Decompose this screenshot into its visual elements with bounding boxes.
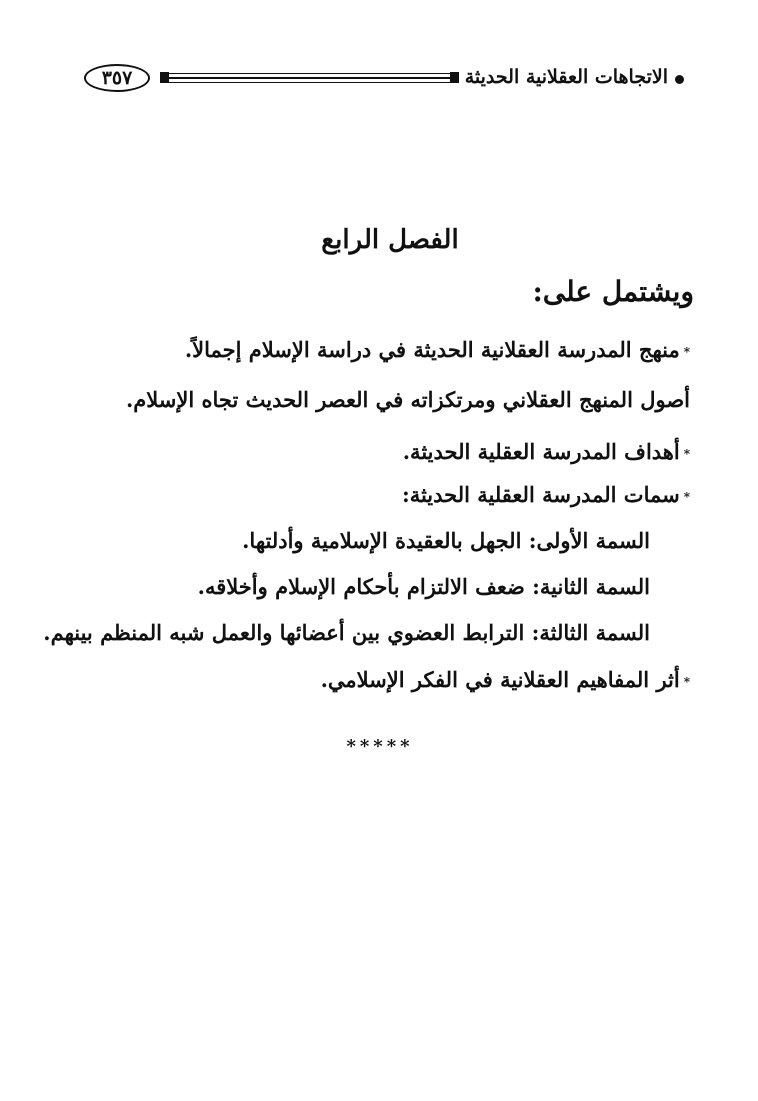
rule-cap-left [160,72,169,83]
header-rule-middle [169,77,450,79]
chapter-intro: ويشتمل على: [532,275,694,308]
star-marker: * [683,674,690,689]
chapter-title: الفصل الرابع [321,225,459,255]
list-item [403,435,690,471]
page-number: ٣٥٧ [84,64,150,92]
running-header [84,62,684,98]
bullet-dot-icon [675,75,684,84]
list-item-text: أهداف المدرسة العقلية الحديثة. [402,439,680,464]
section-separator: ***** [346,736,414,757]
list-item-text: سمات المدرسة العقلية الحديثة: [401,482,680,507]
star-marker: * [683,489,690,504]
star-marker: * [683,344,690,359]
list-item [402,478,690,514]
list-item-text: أثر المفاهيم العقلانية في الفكر الإسلامي. [320,667,680,692]
rule-cap-right [450,72,459,83]
list-item [242,524,650,558]
list-item-text: السمة الأولى: الجهل بالعقيدة الإسلامية وأدلتها. [242,528,650,553]
list-item [185,333,690,369]
header-rule-top [169,73,450,74]
list-item-text: منهج المدرسة العقلانية الحديثة في دراسة الإسلام إجمالاً. [184,337,680,362]
running-title: الاتجاهات العقلانية الحديثة [464,66,668,88]
list-item-text: أصول المنهج العقلاني ومرتكزاته في العصر الحديث تجاه الإسلام. [125,387,690,412]
list-item [321,663,690,699]
star-marker: * [683,446,690,461]
list-item [126,383,690,417]
list-item-text: السمة الثانية: ضعف الالتزام بأحكام الإسلام وأخلاقه. [197,574,650,599]
list-item [198,570,650,604]
list-item [43,616,650,650]
list-item-text: السمة الثالثة: الترابط العضوي بين أعضائها والعمل شبه المنظم بينهم. [43,620,650,645]
header-rule-bottom [169,82,450,83]
